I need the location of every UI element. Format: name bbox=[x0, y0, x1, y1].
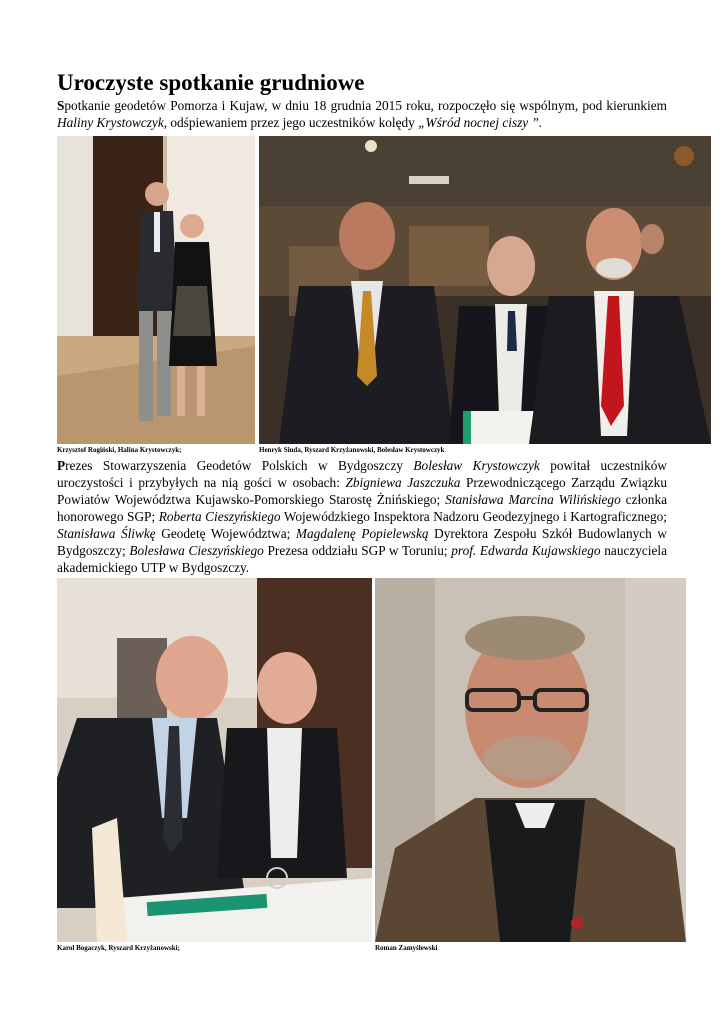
guest-name: Magdalenę Popielewską bbox=[295, 526, 429, 541]
body-text: powitał uczestników uroczystości i przybyłych na nią gości w osobach: bbox=[57, 458, 667, 490]
photo-three-men-image bbox=[259, 136, 711, 444]
guest-name: Bolesław Krystowczyk bbox=[413, 458, 540, 473]
guest-name: Stanisława Marcina Wilińskiego bbox=[445, 492, 621, 507]
caption-top-right: Henryk Siuda, Ryszard Krzyżanowski, Bolesław Krystowczyk bbox=[259, 446, 445, 454]
guest-name: Bolesława Cieszyńskiego bbox=[129, 543, 264, 558]
guest-name: Zbigniewa Jaszczuka bbox=[345, 475, 461, 490]
body-text: Dyrektora Zespołu Szkół Budowlanych w Bydgoszczy; bbox=[57, 526, 667, 558]
guest-name: Roberta Cieszyńskiego bbox=[158, 509, 281, 524]
photo-signing-image bbox=[57, 578, 372, 942]
photo-portrait bbox=[375, 578, 686, 942]
guest-name: Stanisława Śliwkę bbox=[57, 526, 156, 541]
body-text: Wojewódzkiego Inspektora Nadzoru Geodezyjnego i Kartograficznego; bbox=[280, 509, 667, 524]
body-paragraph bbox=[57, 457, 667, 576]
photo-couple bbox=[57, 136, 255, 444]
caption-top-left: Krzysztof Rogiński, Halina Krystowczyk; bbox=[57, 446, 182, 454]
body-text: członka honorowego SGP; bbox=[57, 492, 667, 524]
intro-name: Haliny Krystowczyk, bbox=[57, 115, 168, 130]
caption-bottom-right: Roman Zamyślewski bbox=[375, 944, 438, 952]
photo-three-men bbox=[259, 136, 711, 444]
photo-signing bbox=[57, 578, 372, 942]
body-text: nauczyciela akademickiego UTP w Bydgoszczy. bbox=[57, 543, 668, 575]
caption-bottom-left: Karol Bogaczyk, Ryszard Krzyżanowski; bbox=[57, 944, 180, 952]
body-text: rezes Stowarzyszenia Geodetów Polskich w Bydgoszczy bbox=[65, 458, 414, 473]
body-text: Prezesa oddziału SGP w Toruniu; bbox=[263, 543, 452, 558]
photo-couple-image bbox=[57, 136, 255, 444]
intro-text-1: potkanie geodetów Pomorza i Kujaw, w dniu 18 grudnia 2015 roku, rozpoczęło się wspólnym, pod kierunkiem bbox=[64, 98, 667, 113]
intro-paragraph bbox=[57, 97, 667, 131]
guest-name: prof. Edwarda Kujawskiego bbox=[451, 543, 601, 558]
intro-drop-cap: S bbox=[57, 98, 65, 113]
page-title: Uroczyste spotkanie grudniowe bbox=[57, 70, 365, 95]
body-text: Geodetę Województwa; bbox=[155, 526, 296, 541]
body-drop-cap: P bbox=[57, 458, 66, 473]
body-text: Przewodniczącego Zarządu Związku Powiatów Województwa Kujawsko-Pomorskiego Starostę Żnińskiego; bbox=[57, 475, 667, 507]
intro-text-2: odśpiewaniem przez jego uczestników kolędy bbox=[167, 115, 419, 130]
intro-carol: „Wśród nocnej ciszy ”. bbox=[418, 115, 543, 130]
photo-portrait-image bbox=[375, 578, 686, 942]
